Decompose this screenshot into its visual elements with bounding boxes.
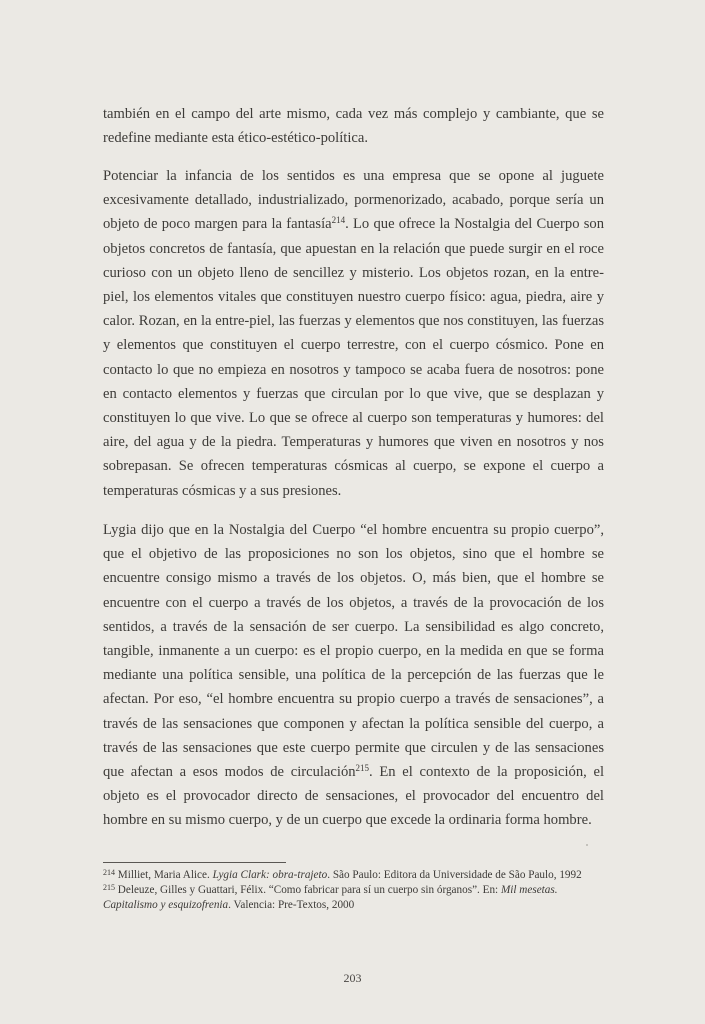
footnote-215-title: Mil mesetas. Capitalismo y esquizofrenia <box>103 884 558 911</box>
footnote-214-title: Lygia Clark: obra-trajeto <box>212 869 328 881</box>
page-number: 203 <box>343 971 362 985</box>
paragraph-1-text: también en el campo del arte mismo, cada vez más complejo y cambiante, que se redefine mediante esta ético-estético-política. <box>103 106 604 147</box>
speck-mark <box>586 844 588 846</box>
paragraph-3 <box>103 518 604 833</box>
paragraph-3-text-b: . En el contexto de la proposición, el objeto es el provocador directo de sensaciones, el provocador del encuentro del hombre en su mismo cuerpo, y de un cuerpo que excede la ordinaria forma hombre. <box>103 764 605 829</box>
footnote-215-number: 215 <box>103 883 115 892</box>
footnote-214-rest: . São Paulo: Editora da Universidade de São Paulo, 1992 <box>327 869 582 881</box>
footnote-ref-215[interactable]: 215 <box>355 763 370 774</box>
paragraph-2-text-b: . Lo que ofrece la Nostalgia del Cuerpo son objetos concretos de fantasía, que apuestan en la relación que puede surgir en el roce curioso con un objeto lleno de sencillez y misterio. Los objetos rozan, en la entre-piel, los elementos vitales que constituyen nuestro cuerpo físico: agua, piedra, aire y calor. Rozan, en la entre-piel, las fuerzas y elementos que nos constituyen, las fuerzas y elementos que constituyen el cuerpo terrestre, con el cuerpo cósmico. Pone en contacto lo que no empieza en nosotros y tampoco se acaba fuera de nosotros: pone en contacto elementos y fuerzas que circulan por lo que vive, que se desplazan y constituyen lo que vive. Lo que se ofrece al cuerpo son temperaturas y humores: del aire, del agua y de la piedra. Temperaturas y humores que viven en nosotros y nos sobrepasan. Se ofrecen temperaturas cósmicas al cuerpo, se expone el cuerpo a temperaturas cósmicas y a sus presiones. <box>103 216 605 499</box>
paragraph-2 <box>103 164 604 503</box>
footnote-215 <box>103 883 604 913</box>
footnote-214-number: 214 <box>103 868 115 877</box>
paragraph-1 <box>103 102 604 150</box>
paragraph-3-text-a: Lygia dijo que en la Nostalgia del Cuerpo “el hombre encuentra su propio cuerpo”, que el objetivo de las proposiciones no son los objetos, sino que el hombre se encuentre consigo mismo a través de los objetos. O, más bien, que el hombre se encuentre con el cuerpo a través de los objetos, a través de la provocación de los sentidos, a través de la sensación de ser cuerpo. La sensibilidad es algo concreto, tangible, inmanente a un cuerpo: es el propio cuerpo, en la medida en que se forma mediante una política sensible, una política de la percepción de las fuerzas que le afectan. Por eso, “el hombre encuentra su propio cuerpo a través de sensaciones”, a través de las sensaciones que componen y afectan la política sensible del cuerpo, a través de las sensaciones que este cuerpo permite que circulen y de las sensaciones que afectan a esos modos de circulación <box>103 522 604 781</box>
paragraph-2-text-a: Potenciar la infancia de los sentidos es una empresa que se opone al juguete excesivamente detallado, industrializado, pormenorizado, acabado, porque sería un objeto de poco margen para la fantasía <box>103 168 604 233</box>
footnote-215-rest: . Valencia: Pre-Textos, 2000 <box>228 899 355 911</box>
footnote-214-author: Milliet, Maria Alice. <box>117 869 213 881</box>
footnote-215-pre: Deleuze, Gilles y Guattari, Félix. “Como fabricar para sí un cuerpo sin órganos”. En: <box>117 884 501 896</box>
footnote-ref-214[interactable]: 214 <box>331 215 346 226</box>
footnote-divider <box>103 862 286 863</box>
footnote-214 <box>103 868 604 883</box>
footnotes <box>103 868 604 913</box>
